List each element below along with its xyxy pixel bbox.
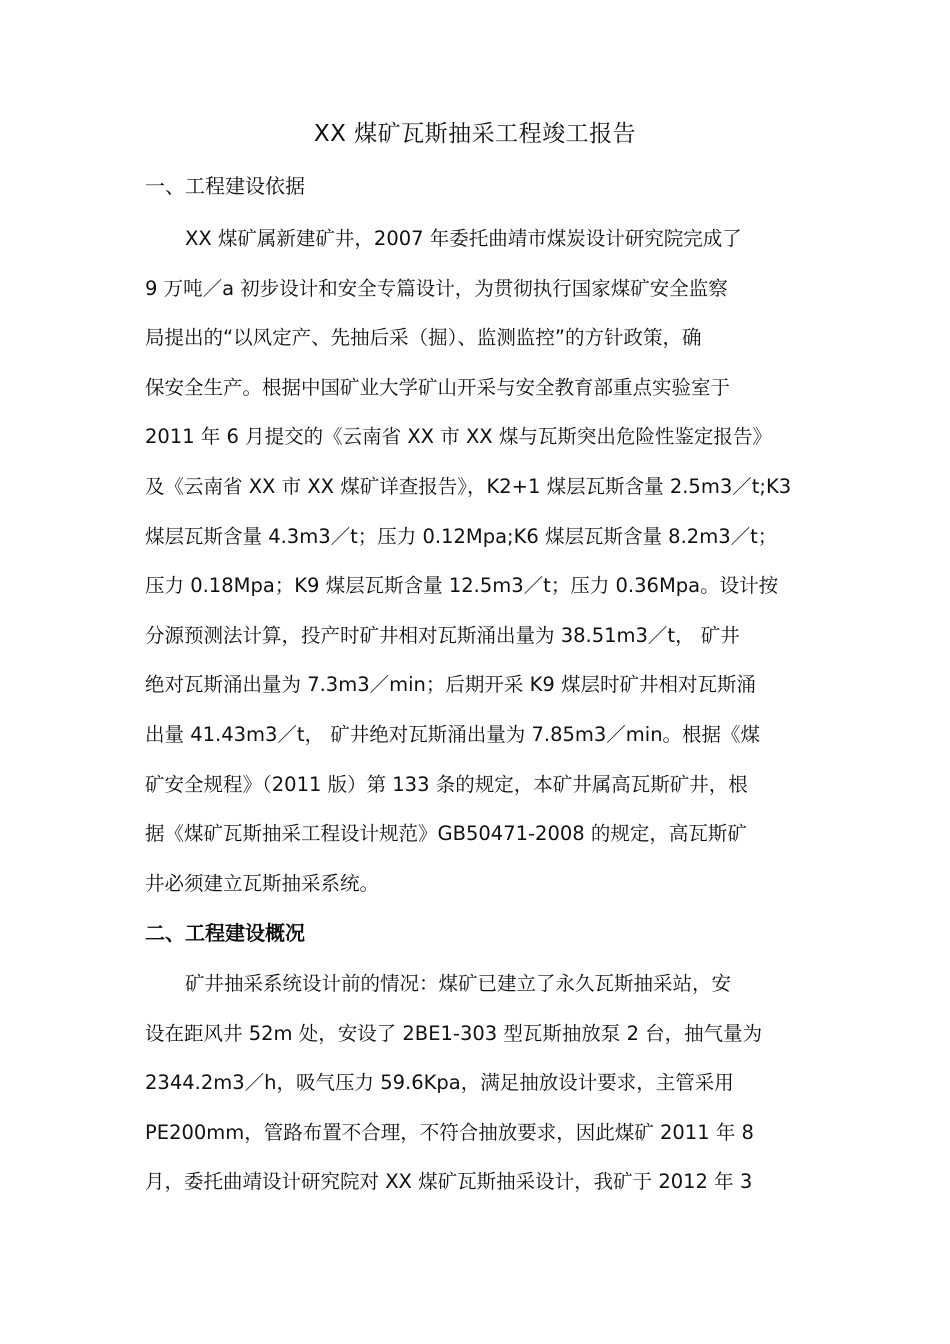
paragraph-line: 及《云南省 XX 市 XX 煤矿详查报告》，K2+1 煤层瓦斯含量 2.5m3／t;K3 bbox=[145, 474, 792, 498]
paragraph-line: 9 万吨／a 初步设计和安全专篇设计，为贯彻执行国家煤矿安全监察 bbox=[145, 276, 728, 300]
paragraph-line: 局提出的“以风定产、先抽后采（掘）、监测监控”的方针政策，确 bbox=[145, 326, 702, 350]
document-title: XX 煤矿瓦斯抽采工程竣工报告 bbox=[313, 121, 637, 147]
paragraph-line: 保安全生产。根据中国矿业大学矿山开采与安全教育部重点实验室于 bbox=[145, 375, 731, 399]
paragraph-line: PE200mm，管路布置不合理，不符合抽放要求，因此煤矿 2011 年 8 bbox=[145, 1120, 754, 1144]
paragraph-line: 2011 年 6 月提交的《云南省 XX 市 XX 煤与瓦斯突出危险性鉴定报告》 bbox=[145, 425, 772, 449]
section-2-paragraph bbox=[145, 959, 810, 1207]
paragraph-line: 矿安全规程》（2011 版）第 133 条的规定，本矿井属高瓦斯矿井，根 bbox=[145, 772, 748, 796]
paragraph-line: 矿井抽采系统设计前的情况：煤矿已建立了永久瓦斯抽采站，安 bbox=[185, 972, 732, 995]
paragraph-line: 出量 41.43m3／t， 矿井绝对瓦斯涌出量为 7.85m3／min。根据《煤 bbox=[145, 722, 761, 746]
paragraph-line: XX 煤矿属新建矿井，2007 年委托曲靖市煤炭设计研究院完成了 bbox=[185, 227, 742, 250]
paragraph-line: 压力 0.18Mpa；K9 煤层瓦斯含量 12.5m3／t；压力 0.36Mpa。设计按 bbox=[145, 574, 779, 598]
paragraph-line: 2344.2m3／h，吸气压力 59.6Kpa，满足抽放设计要求，主管采用 bbox=[145, 1071, 734, 1095]
paragraph-line: 分源预测法计算，投产时矿井相对瓦斯涌出量为 38.51m3／t， 矿井 bbox=[145, 623, 740, 647]
paragraph-line: 煤层瓦斯含量 4.3m3／t；压力 0.12Mpa;K6 煤层瓦斯含量 8.2m3／t； bbox=[145, 524, 778, 548]
paragraph-line: 设在距风井 52m 处，安设了 2BE1-303 型瓦斯抽放泵 2 台，抽气量为 bbox=[145, 1021, 763, 1045]
section-heading-2: 二、工程建设概况 bbox=[145, 921, 305, 945]
section-1-paragraph bbox=[145, 214, 810, 908]
section-heading-1: 一、工程建设依据 bbox=[145, 174, 305, 198]
paragraph-line: 井必须建立瓦斯抽采系统。 bbox=[145, 871, 380, 895]
paragraph-line: 月，委托曲靖设计研究院对 XX 煤矿瓦斯抽采设计，我矿于 2012 年 3 bbox=[145, 1170, 753, 1194]
paragraph-line: 绝对瓦斯涌出量为 7.3m3／min；后期开采 K9 煤层时矿井相对瓦斯涌 bbox=[145, 673, 756, 697]
paragraph-line: 据《煤矿瓦斯抽采工程设计规范》GB50471-2008 的规定，高瓦斯矿 bbox=[145, 822, 747, 846]
